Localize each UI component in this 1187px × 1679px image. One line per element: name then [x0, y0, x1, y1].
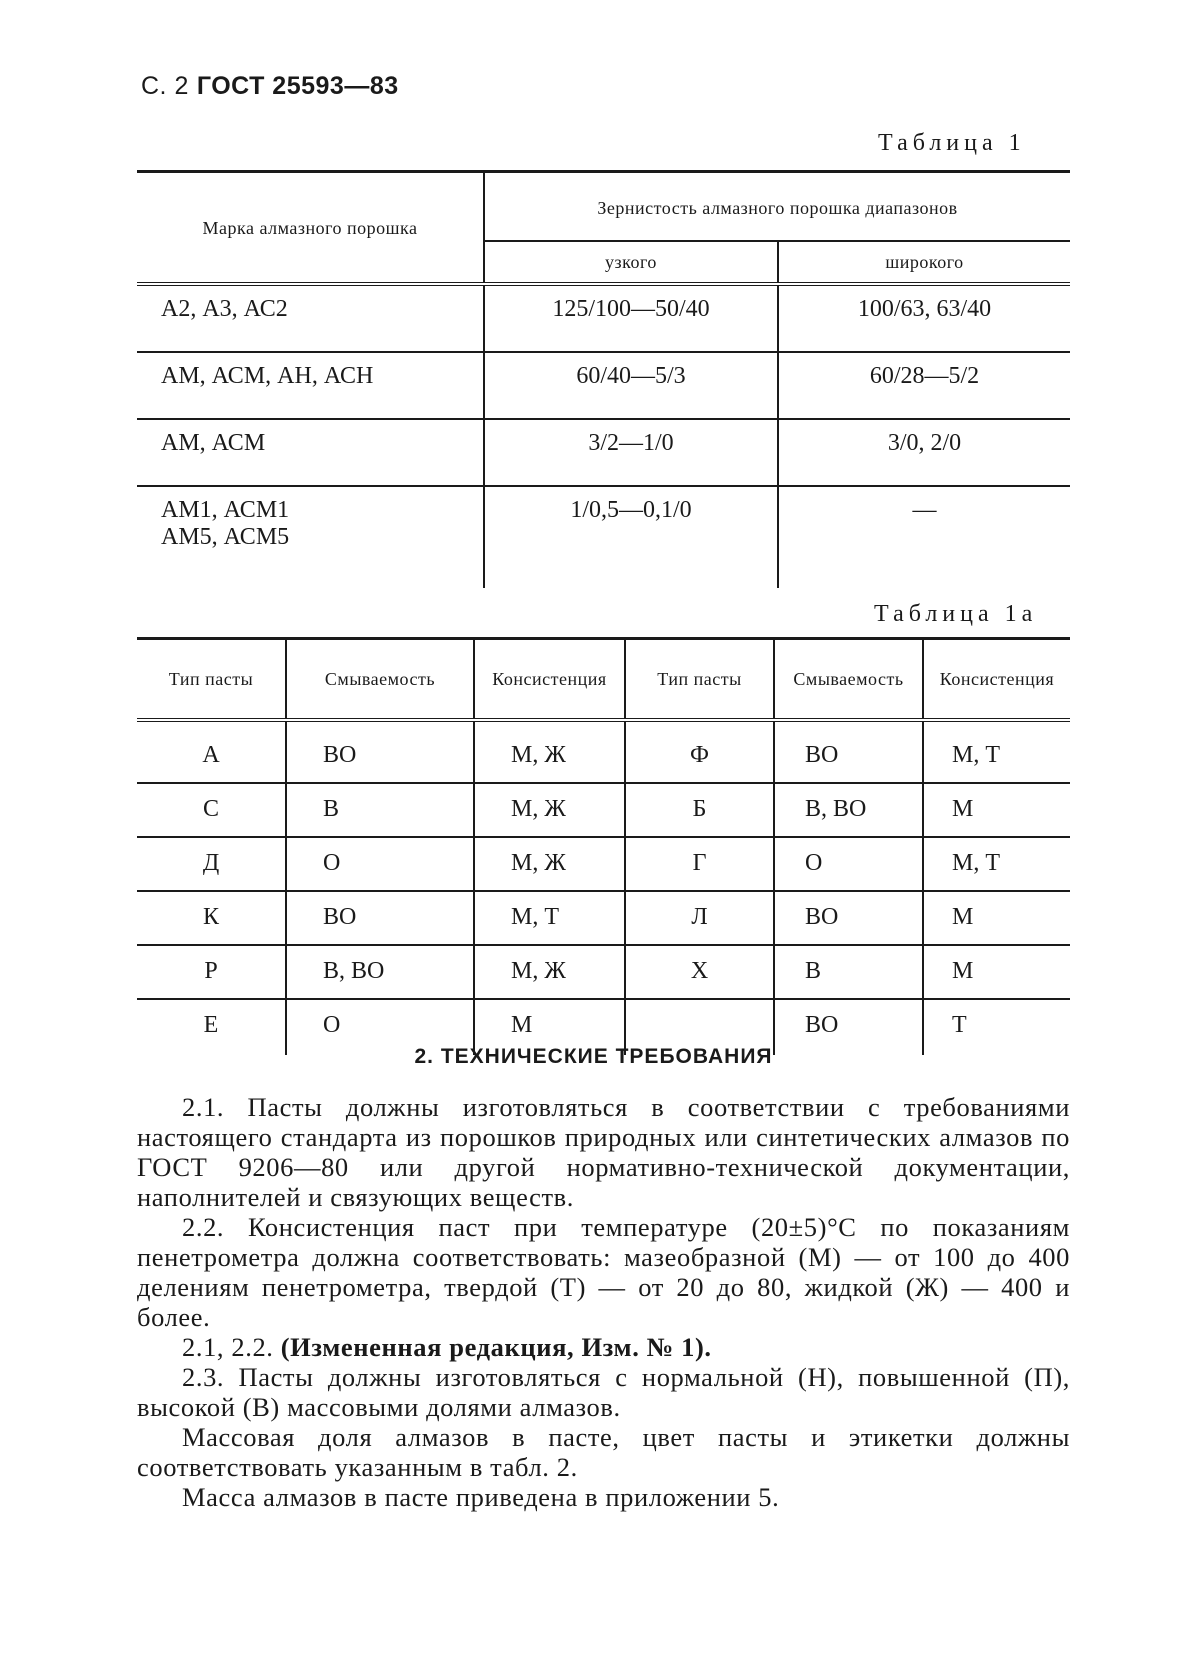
table1a-cell: К [137, 891, 286, 945]
body-text [137, 1092, 1070, 1512]
table1a-cell: Л [625, 891, 774, 945]
section-title: 2. ТЕХНИЧЕСКИЕ ТРЕБОВАНИЯ [414, 1045, 773, 1068]
table1a-cell: В [286, 783, 474, 837]
amendment-note: (Измененная редакция, Изм. № 1). [280, 1332, 712, 1362]
table1a-cell: В [774, 945, 923, 999]
table1a-cell: М, Ж [474, 837, 625, 891]
table1a-cell: Ф [625, 720, 774, 783]
paragraph-2-3: 2.3. Пасты должны изготовляться с нормальной (Н), повышенной (П), высокой (В) массовыми долями алмазов. [137, 1362, 1070, 1422]
paragraph-mass-fraction: Массовая доля алмазов в пасте, цвет пасты и этикетки должны соответствовать указанным в табл. 2. [137, 1422, 1070, 1482]
table1a-cell: ВО [774, 999, 923, 1055]
table1-caption: Таблица 1 [878, 130, 1026, 156]
table1-cell-wide: 100/63, 63/40 [778, 284, 1070, 352]
table1a-header-type-2: Тип пасты [625, 639, 774, 721]
table1a-cell: Г [625, 837, 774, 891]
table1-cell-narrow: 60/40—5/3 [484, 352, 778, 419]
paragraph-amendment [137, 1332, 1070, 1362]
table1-cell-mark: АМ, АСМ, АН, АСН [137, 352, 484, 419]
page-header [141, 72, 399, 101]
table1a-cell: М [923, 945, 1070, 999]
table1-cell-wide: 60/28—5/2 [778, 352, 1070, 419]
table-row [137, 891, 1070, 945]
table1a-cell: ВО [774, 891, 923, 945]
table1a-header-washability-2: Смываемость [774, 639, 923, 721]
paragraph-2-1: 2.1. Пасты должны изготовляться в соответствии с требованиями настоящего стандарта из порошков природных или синтетических алмазов по ГОСТ 9206—80 или другой нормативно-технической документации, наполнителей и связующих веществ. [137, 1092, 1070, 1212]
page-number: С. 2 [141, 72, 189, 100]
table-row [137, 945, 1070, 999]
table-row [137, 783, 1070, 837]
table1a-cell: М, Ж [474, 783, 625, 837]
table1-cell-mark-line1: АМ1, АСМ1 [161, 497, 290, 523]
table1a-cell: ВО [774, 720, 923, 783]
table-row [137, 284, 1070, 352]
table1a-cell: В, ВО [774, 783, 923, 837]
amendment-ref: 2.1, 2.2. [182, 1332, 281, 1362]
table-row [137, 486, 1070, 588]
table1a-cell: М [923, 783, 1070, 837]
table1-cell-mark: А2, А3, АС2 [137, 284, 484, 352]
table1a-cell: С [137, 783, 286, 837]
table1a-cell: ВО [286, 720, 474, 783]
table1-header-wide: широкого [778, 241, 1070, 284]
table1a-cell: В, ВО [286, 945, 474, 999]
table1-cell-mark-line2: АМ5, АСМ5 [161, 524, 290, 550]
table1-header-mark: Марка алмазного порошка [137, 172, 484, 285]
table1a-cell: М, Ж [474, 945, 625, 999]
table1a-cell: М, Т [474, 891, 625, 945]
table1a-cell: Р [137, 945, 286, 999]
table1a-cell: О [286, 837, 474, 891]
table1a-cell: Х [625, 945, 774, 999]
table1a-cell: ВО [286, 891, 474, 945]
table1a-header-consistency-2: Консистенция [923, 639, 1070, 721]
table1a-cell: Е [137, 999, 286, 1055]
table1a-header-type: Тип пасты [137, 639, 286, 721]
paragraph-2-2: 2.2. Консистенция паст при температуре (20±5)°С по показаниям пенетрометра должна соответствовать: мазеобразной (М) — от 100 до 400 делениям пенетрометра, твердой (Т) — от 20 до 80, жидкой (Ж) — 400 и более. [137, 1212, 1070, 1332]
table1a-caption: Таблица 1а [874, 601, 1038, 627]
table-row [137, 352, 1070, 419]
table1a-cell: Б [625, 783, 774, 837]
table1-header-narrow: узкого [484, 241, 778, 284]
table1a-cell: Т [952, 1012, 967, 1038]
table-row [137, 837, 1070, 891]
paragraph-appendix: Масса алмазов в пасте приведена в приложении 5. [182, 1482, 780, 1512]
document-code: ГОСТ 25593—83 [196, 72, 399, 100]
table1a-header-washability: Смываемость [286, 639, 474, 721]
table1a-cell: М, Ж [474, 720, 625, 783]
table1a-cell: М, Т [923, 837, 1070, 891]
table1a [137, 637, 1070, 1055]
table1-header-grain: Зернистость алмазного порошка диапазонов [484, 172, 1070, 242]
table1a-header-consistency: Консистенция [474, 639, 625, 721]
table1-cell-wide: 3/0, 2/0 [778, 419, 1070, 486]
table1a-cell: М [474, 999, 625, 1055]
table1-cell-wide: — [912, 497, 937, 523]
table1-cell-narrow: 3/2—1/0 [484, 419, 778, 486]
table-row [137, 720, 1070, 783]
table1 [137, 170, 1070, 588]
table1a-cell: О [286, 999, 474, 1055]
table1-cell-narrow: 1/0,5—0,1/0 [484, 486, 778, 588]
table1-cell-mark: АМ, АСМ [137, 419, 484, 486]
table1a-cell: А [137, 720, 286, 783]
table1a-cell: Д [137, 837, 286, 891]
table1a-cell: М [923, 891, 1070, 945]
table-row [137, 419, 1070, 486]
table1a-cell: О [774, 837, 923, 891]
table1a-cell: М, Т [923, 720, 1070, 783]
table1-cell-mark [137, 486, 484, 588]
table1-cell-narrow: 125/100—50/40 [484, 284, 778, 352]
